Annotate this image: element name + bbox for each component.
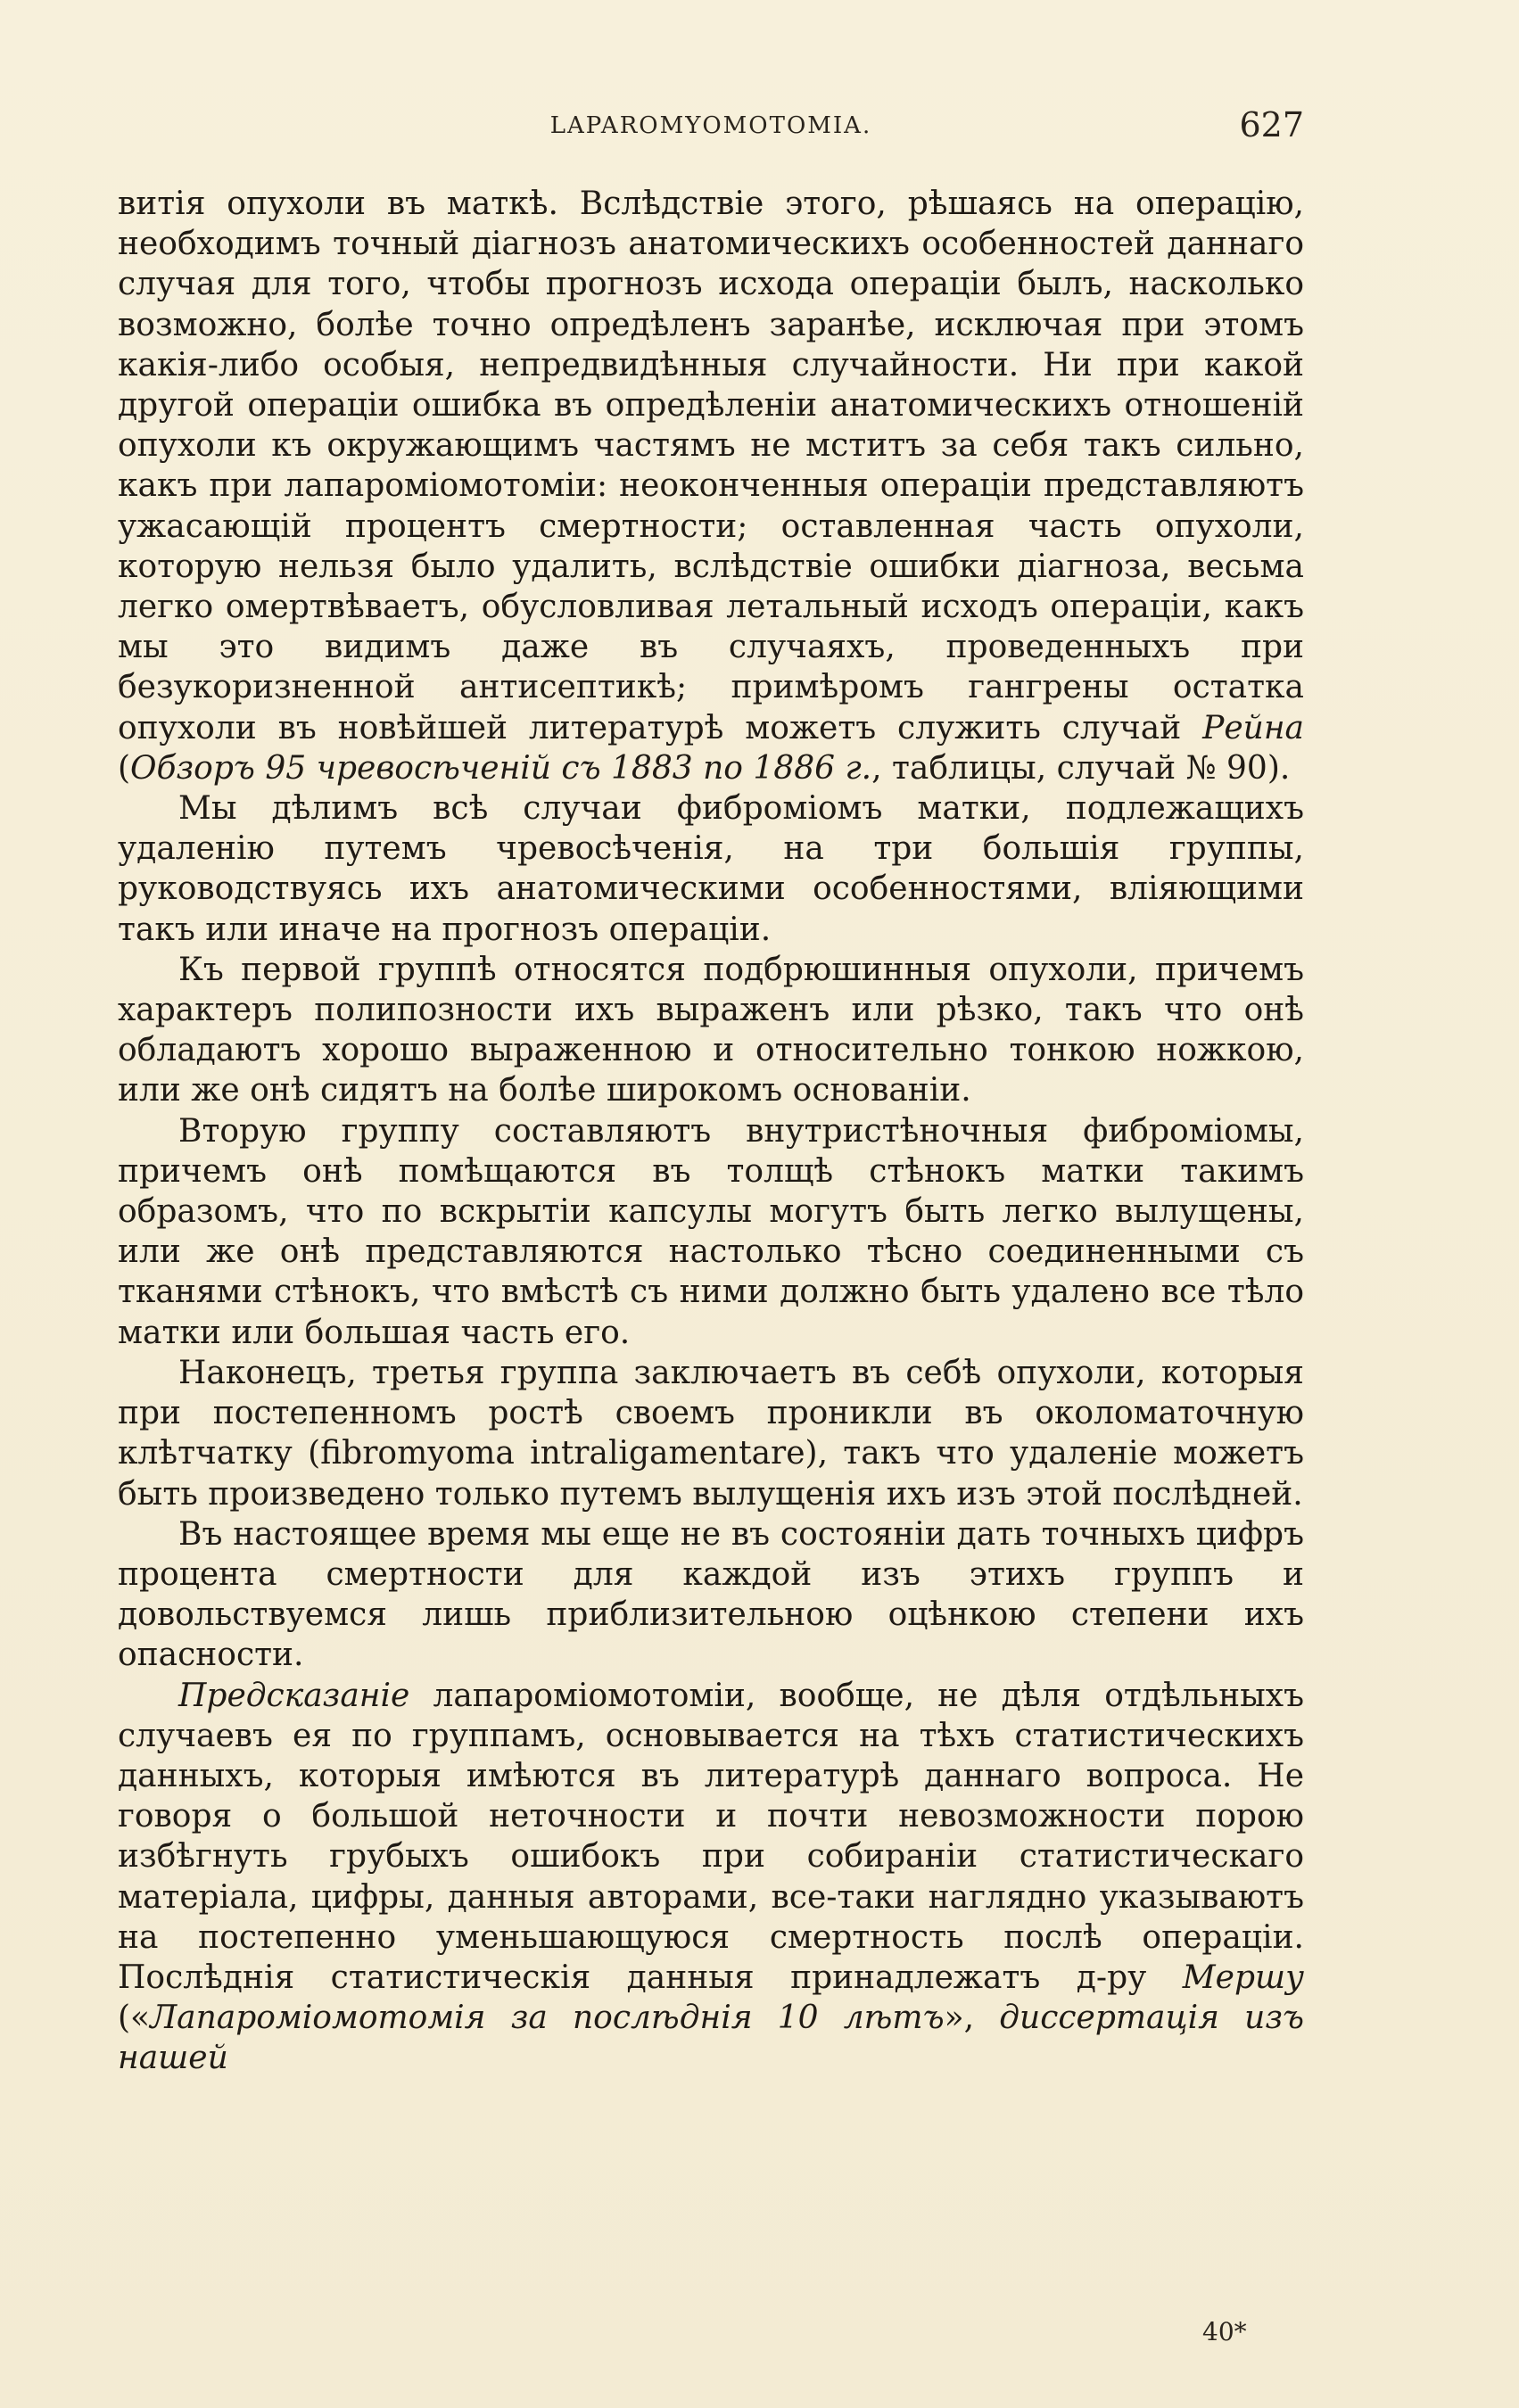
paragraph bbox=[118, 788, 1304, 950]
text-run: (« bbox=[118, 2000, 151, 2037]
text-run: Въ настоящее время мы еще не въ состояніи дать точныхъ цифръ процента смертности для каждой изъ этихъ группъ и довольствуемся лишь приблизительною оцѣнкою степени ихъ опасности. bbox=[118, 1515, 1304, 1674]
italic-text: Предсказаніе bbox=[178, 1677, 410, 1714]
paragraph bbox=[118, 1676, 1304, 2079]
text-run: Мы дѣлимъ всѣ случаи фиброміомъ матки, подлежащихъ удаленію путемъ чревосѣченія, на три большія группы, руководствуясь ихъ анатомическими особенностями, вліяющими такъ или иначе на прогнозъ операціи. bbox=[118, 790, 1304, 948]
paragraph bbox=[118, 184, 1304, 788]
paragraph bbox=[118, 1514, 1304, 1676]
text-run: Наконецъ, третья группа заключаетъ въ себѣ опухоли, которыя при постепенномъ ростѣ своемъ проникли въ околоматочную клѣтчатку (fibromyoma intraligamentare), такъ что удаленіе можетъ быть произведено только путемъ вылущенія ихъ изъ этой послѣдней. bbox=[118, 1354, 1304, 1513]
paragraph bbox=[118, 1111, 1304, 1353]
paragraph bbox=[118, 950, 1304, 1111]
body-text bbox=[118, 184, 1304, 2079]
signature-mark: 40* bbox=[1202, 2317, 1247, 2346]
text-run: , таблицы, случай № 90). bbox=[871, 749, 1291, 787]
text-run: лапароміомотоміи, вообще, не дѣля отдѣльныхъ случаевъ ея по группамъ, основывается на тѣхъ статистическихъ данныхъ, которыя имѣются въ литературѣ даннаго вопроса. Не говоря о большой неточности и почти невозможности порою избѣгнуть грубыхъ ошибокъ при собираніи статистическаго матеріала, цифры, данныя авторами, все-таки наглядно указываютъ на постепенно уменьшающуюся смертность послѣ операціи. Послѣднія статистическія данныя принадлежатъ д-ру bbox=[118, 1677, 1304, 1996]
italic-text: Мершу bbox=[1182, 1959, 1304, 1996]
page-number: 627 bbox=[1239, 105, 1304, 144]
italic-text: Рейна bbox=[1202, 709, 1304, 746]
text-run: ( bbox=[118, 749, 131, 787]
text-run: Вторую группу составляютъ внутристѣночныя фиброміомы, причемъ онѣ помѣщаются въ толщѣ стѣнокъ матки такимъ образомъ, что по вскрытіи капсулы могутъ быть легко вылущены, или же онѣ представляются настолько тѣсно соединенными съ тканями стѣнокъ, что вмѣстѣ съ ними должно быть удалено все тѣло матки или большая часть его. bbox=[118, 1112, 1304, 1351]
text-run: Къ первой группѣ относятся подбрюшинныя опухоли, причемъ характеръ полипозности ихъ выраженъ или рѣзко, такъ что онѣ обладаютъ хорошо выраженною и относительно тонкою ножкою, или же онѣ сидятъ на болѣе широкомъ основаніи. bbox=[118, 951, 1304, 1109]
page-header bbox=[118, 105, 1304, 159]
paragraph bbox=[118, 1353, 1304, 1514]
text-run: », bbox=[944, 2000, 1000, 2037]
text-run: витія опухоли въ маткѣ. Вслѣдствіе этого, рѣшаясь на операцію, необходимъ точный діагнозъ анатомическихъ особенностей даннаго случая для того, чтобы прогнозъ исхода операціи былъ, насколько возможно, болѣе точно опредѣленъ заранѣе, исключая при этомъ какія-либо особыя, непредвидѣнныя случайности. Ни при какой другой операціи ошибка въ опредѣленіи анатомическихъ отношеній опухоли къ окружающимъ частямъ не мститъ за себя такъ сильно, какъ при лапароміомотоміи: неоконченныя операціи представляютъ ужасающій процентъ смертности; оставленная часть опухоли, которую нельзя было удалить, вслѣдствіе ошибки діагноза, весьма легко омертвѣваетъ, обусловливая летальный исходъ операціи, какъ мы это видимъ даже въ случаяхъ, проведенныхъ при безукоризненной антисептикѣ; примѣромъ гангрены остатка опухоли въ новѣйшей литературѣ можетъ служить случай bbox=[118, 186, 1304, 746]
italic-text: Лапароміомотомія за послѣднія 10 лѣтъ bbox=[150, 2000, 945, 2037]
italic-text: Обзоръ 95 чревосѣченій съ 1883 по 1886 г. bbox=[130, 749, 872, 787]
italic-text: диссертація изъ нашей bbox=[118, 2000, 1304, 2077]
running-head: LAPAROMYOMOTOMIA. bbox=[549, 112, 872, 139]
